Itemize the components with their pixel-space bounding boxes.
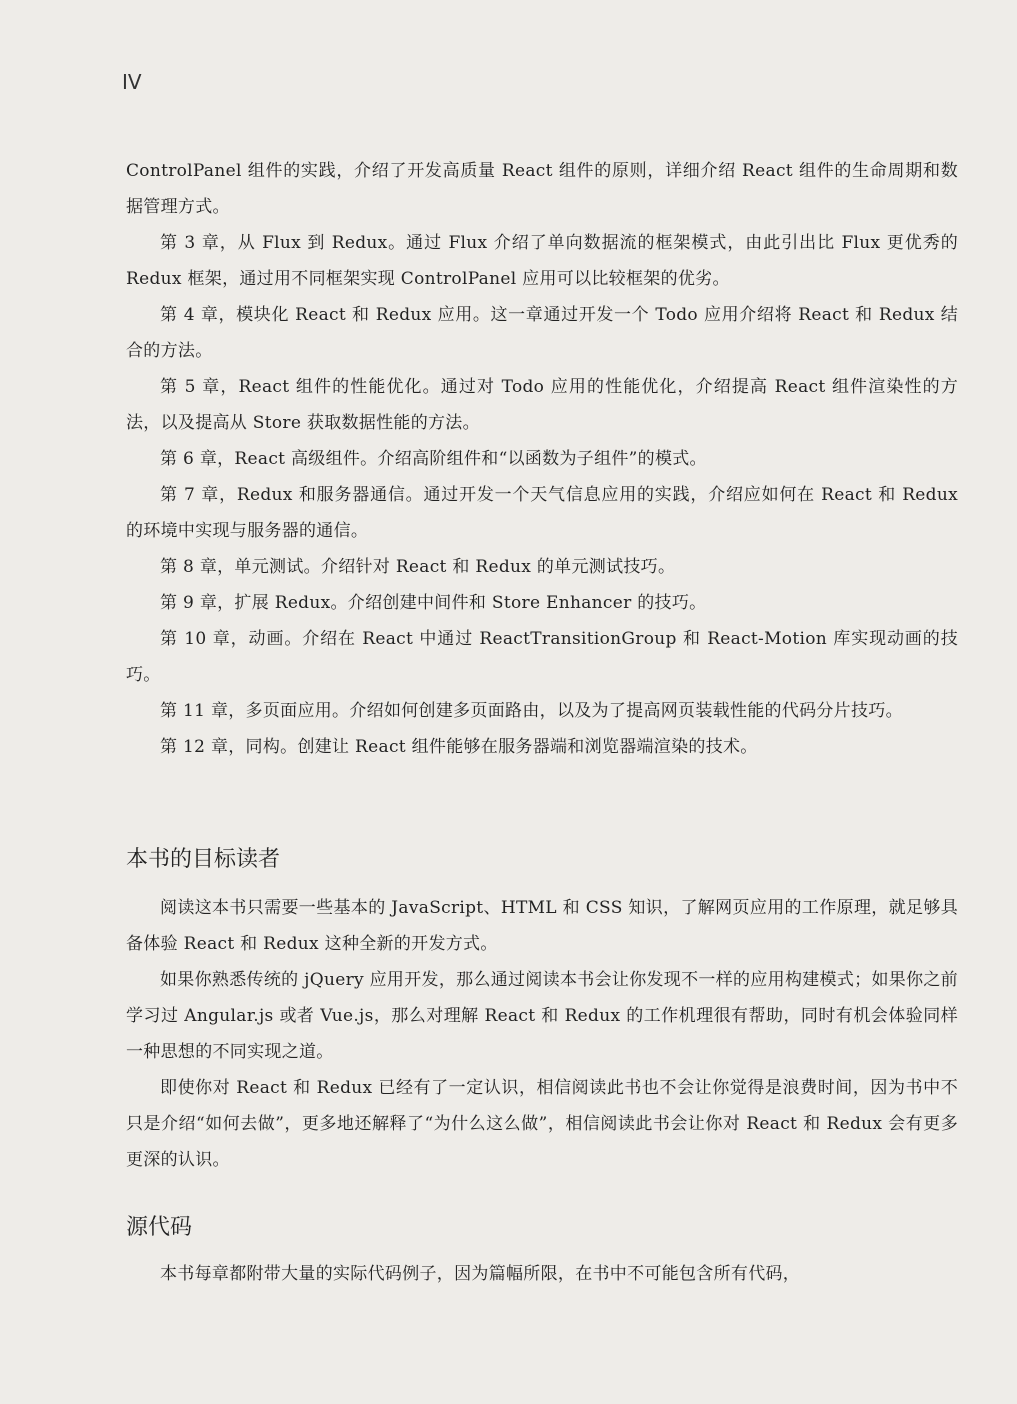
- paragraph: 第 11 章，多页面应用。介绍如何创建多页面路由，以及为了提高网页装载性能的代码分片技巧。: [160, 701, 903, 721]
- paragraph: 第 8 章，单元测试。介绍针对 React 和 Redux 的单元测试技巧。: [160, 557, 676, 577]
- paragraph: 第 12 章，同构。创建让 React 组件能够在服务器端和浏览器端渲染的技术。: [160, 737, 758, 757]
- paragraph: 第 5 章，React 组件的性能优化。通过对 Todo 应用的性能优化，介绍提高 React 组件渲染性的方法，以及提高从 Store 获取数据性能的方法。: [126, 377, 958, 433]
- paragraph: 第 9 章，扩展 Redux。介绍创建中间件和 Store Enhancer 的技巧。: [160, 593, 707, 613]
- paragraph: 第 3 章，从 Flux 到 Redux。通过 Flux 介绍了单向数据流的框架模式，由此引出比 Flux 更优秀的 Redux 框架，通过用不同框架实现 ControlPanel 应用可以比较框架的优劣。: [126, 233, 958, 289]
- section-heading-source-code: 源代码: [126, 1215, 193, 1240]
- paragraph: 第 4 章，模块化 React 和 Redux 应用。这一章通过开发一个 Todo 应用介绍将 React 和 Redux 结合的方法。: [126, 305, 958, 361]
- paragraph: 第 7 章，Redux 和服务器通信。通过开发一个天气信息应用的实践，介绍应如何在 React 和 Redux 的环境中实现与服务器的通信。: [126, 485, 958, 541]
- paragraph: 阅读这本书只需要一些基本的 JavaScript、HTML 和 CSS 知识，了解网页应用的工作原理，就足够具备体验 React 和 Redux 这种全新的开发方式。: [126, 898, 958, 954]
- paragraph: ControlPanel 组件的实践，介绍了开发高质量 React 组件的原则，详细介绍 React 组件的生命周期和数据管理方式。: [126, 161, 958, 217]
- paragraph: 本书每章都附带大量的实际代码例子，因为篇幅所限，在书中不可能包含所有代码，: [160, 1264, 801, 1284]
- paragraph: 即使你对 React 和 Redux 已经有了一定认识，相信阅读此书也不会让你觉得是浪费时间，因为书中不只是介绍“如何去做”，更多地还解释了“为什么这么做”，相信阅读此书会让你对 React 和 Redux 会有更多更深的认识。: [126, 1078, 958, 1170]
- page-number: IV: [122, 70, 142, 94]
- paragraph: 第 10 章，动画。介绍在 React 中通过 ReactTransitionGroup 和 React-Motion 库实现动画的技巧。: [126, 629, 958, 685]
- paragraph: 第 6 章，React 高级组件。介绍高阶组件和“以函数为子组件”的模式。: [160, 449, 707, 469]
- paragraph: 如果你熟悉传统的 jQuery 应用开发，那么通过阅读本书会让你发现不一样的应用构建模式；如果你之前学习过 Angular.js 或者 Vue.js，那么对理解 React 和 Redux 的工作机理很有帮助，同时有机会体验同样一种思想的不同实现之道。: [126, 970, 958, 1062]
- target-readers-body: [126, 890, 958, 1178]
- section-heading-target-readers: 本书的目标读者: [126, 847, 281, 872]
- source-code-body: [126, 1256, 958, 1292]
- chapter-summaries: [126, 153, 958, 765]
